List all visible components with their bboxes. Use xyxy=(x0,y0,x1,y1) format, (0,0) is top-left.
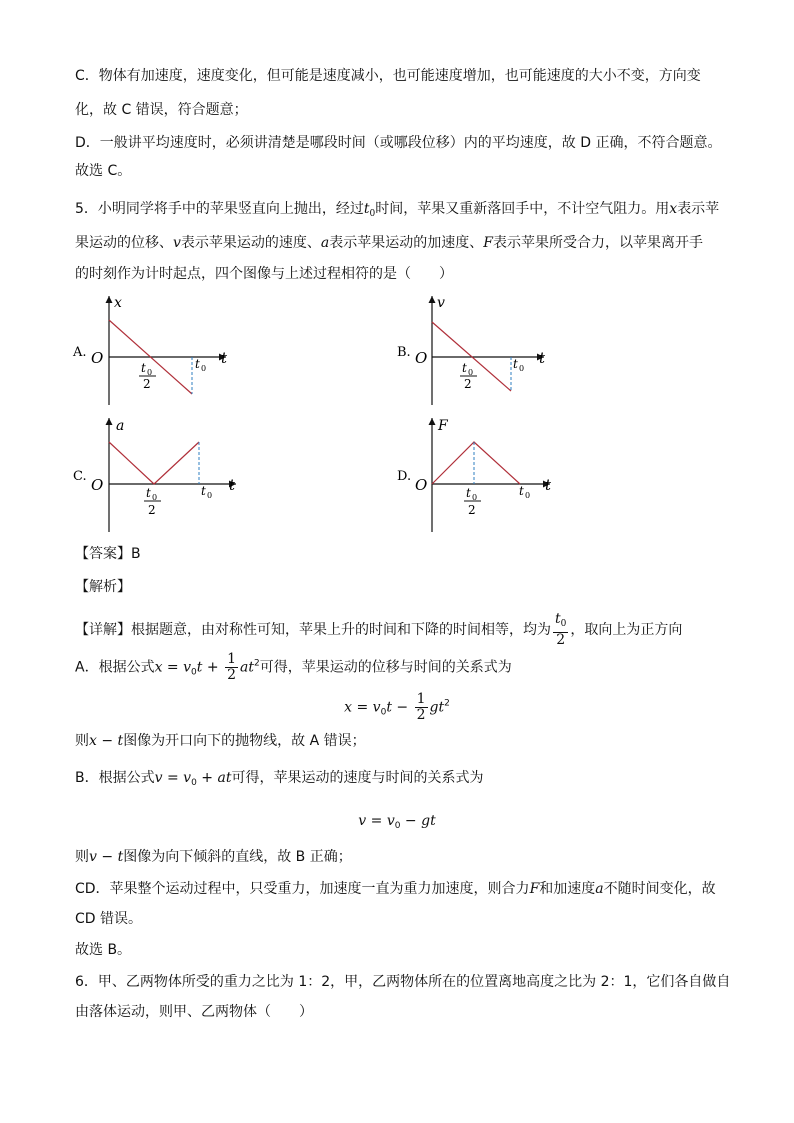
svg-text:t: t xyxy=(466,486,471,500)
svg-text:t: t xyxy=(462,361,467,375)
graph-a-t0 xyxy=(195,357,206,373)
q4-choice: 故选 C。 xyxy=(75,163,132,179)
graph-b-origin: O xyxy=(415,349,428,367)
graph-c-line xyxy=(109,442,199,484)
option-a-label: A. xyxy=(73,345,87,360)
answer-value: B xyxy=(131,546,141,562)
graph-a-half-t0 xyxy=(139,361,156,391)
svg-text:t: t xyxy=(195,357,200,371)
graph-c-y-label: a xyxy=(116,418,125,434)
graph-a[interactable] xyxy=(72,295,228,405)
graph-b-t0 xyxy=(513,357,524,373)
graph-a-t-label: t xyxy=(221,349,228,367)
graph-d-origin: O xyxy=(415,476,428,494)
svg-text:0: 0 xyxy=(147,368,153,377)
q5-choice: 故选 B。 xyxy=(75,942,132,958)
option-c-explanation-line2: 化，故 C 错误，符合题意； xyxy=(75,102,248,118)
option-d-explanation: D．一般讲平均速度时，必须讲清楚是哪段时间（或哪段位移）内的平均速度，故 D 正确，不符合题意。 xyxy=(75,135,722,151)
graph-b-t-label: t xyxy=(539,349,546,367)
part-cd-line2: CD 错误。 xyxy=(75,911,143,927)
graph-c[interactable] xyxy=(73,418,236,532)
q5-line2: 果运动的位移、v表示苹果运动的速度、a表示苹果运动的加速度、F表示苹果所受合力，以苹果离开手 xyxy=(75,235,703,251)
svg-text:2: 2 xyxy=(148,503,156,517)
part-a-formula-line: A．根据公式$x = v_0t$ + $\frac{1}{2}$ $at^2$可得，苹果运动的位移与时间的关系式为 xyxy=(75,651,512,683)
graph-d-t0 xyxy=(519,484,530,500)
graph-c-half-t0 xyxy=(144,486,161,517)
q5-line3: 的时刻作为计时起点，四个图像与上述过程相符的是（ ） xyxy=(75,266,453,282)
svg-text:2: 2 xyxy=(143,377,151,391)
graph-d-t-label: t xyxy=(545,476,552,494)
answer-tag: 【答案】 xyxy=(75,546,131,562)
q5-line1: 5．小明同学将手中的苹果竖直向上抛出，经过$t_0$时间，苹果又重新落回手中，不计空气阻力。用x表示苹 xyxy=(75,201,720,219)
part-b-conclusion: 则v − t图像为向下倾斜的直线，故 B 正确； xyxy=(75,849,352,865)
graph-a-y-label: x xyxy=(114,295,122,311)
graph-b[interactable] xyxy=(397,295,546,405)
graph-b-y-label: v xyxy=(437,295,445,311)
graph-d-line xyxy=(432,442,520,484)
svg-text:0: 0 xyxy=(519,364,525,373)
svg-text:0: 0 xyxy=(201,364,207,373)
svg-text:2: 2 xyxy=(468,503,476,517)
graph-d-y-label: F xyxy=(438,418,448,434)
q6-line1: 6．甲、乙两物体所受的重力之比为 1：2，甲，乙两物体所在的位置离地高度之比为 2：1，它们各自做自 xyxy=(75,974,731,990)
part-a-conclusion: 则x − t图像为开口向下的抛物线，故 A 错误； xyxy=(75,733,366,749)
svg-text:t: t xyxy=(201,484,206,498)
svg-text:t: t xyxy=(513,357,518,371)
answer-line xyxy=(75,544,141,564)
svg-text:0: 0 xyxy=(152,493,158,502)
option-c-explanation-line1: C．物体有加速度，速度变化，但可能是速度减小，也可能速度增加，也可能速度的大小不变，方向变 xyxy=(75,68,701,84)
part-cd-line1: CD．苹果整个运动过程中，只受重力，加速度一直为重力加速度，则合力F和加速度a不随时间变化，故 xyxy=(75,881,716,897)
graph-a-origin: O xyxy=(91,349,104,367)
svg-text:0: 0 xyxy=(525,491,531,500)
fraction-t0-over-2: $\frac{t_0}{2}$ xyxy=(555,611,567,648)
svg-text:t: t xyxy=(141,361,146,375)
graph-c-t0 xyxy=(201,484,212,500)
part-a-equation: $x = v_0t$ − $\frac{1}{2}$ $gt^2$ xyxy=(344,691,450,723)
svg-text:t: t xyxy=(519,484,524,498)
svg-text:0: 0 xyxy=(472,493,478,502)
option-b-label: B. xyxy=(397,345,411,360)
graph-c-origin: O xyxy=(91,476,104,494)
part-b-formula-line: B．根据公式$v = v_0$ + at可得，苹果运动的速度与时间的关系式为 xyxy=(75,770,484,788)
graph-b-half-t0 xyxy=(460,361,477,391)
svg-text:0: 0 xyxy=(468,368,474,377)
svg-text:0: 0 xyxy=(207,491,213,500)
detail-line: 【详解】根据题意，由对称性可知，苹果上升的时间和下降的时间相等，均为 $\frac{t_0}{2}$ ，取向上为正方向 xyxy=(75,611,683,648)
option-d-label: D. xyxy=(397,469,412,484)
q5-graphs xyxy=(0,290,794,540)
q6-line2: 由落体运动，则甲、乙两物体（ ） xyxy=(75,1004,313,1020)
svg-text:t: t xyxy=(146,486,151,500)
svg-text:2: 2 xyxy=(464,377,472,391)
part-b-equation: $v = v_0$ − gt xyxy=(358,813,436,831)
graph-c-t-label: t xyxy=(229,476,236,494)
option-c-label: C. xyxy=(73,469,87,484)
graph-d-half-t0 xyxy=(464,486,481,517)
analysis-tag: 【解析】 xyxy=(75,579,131,595)
graph-d[interactable] xyxy=(397,418,552,532)
